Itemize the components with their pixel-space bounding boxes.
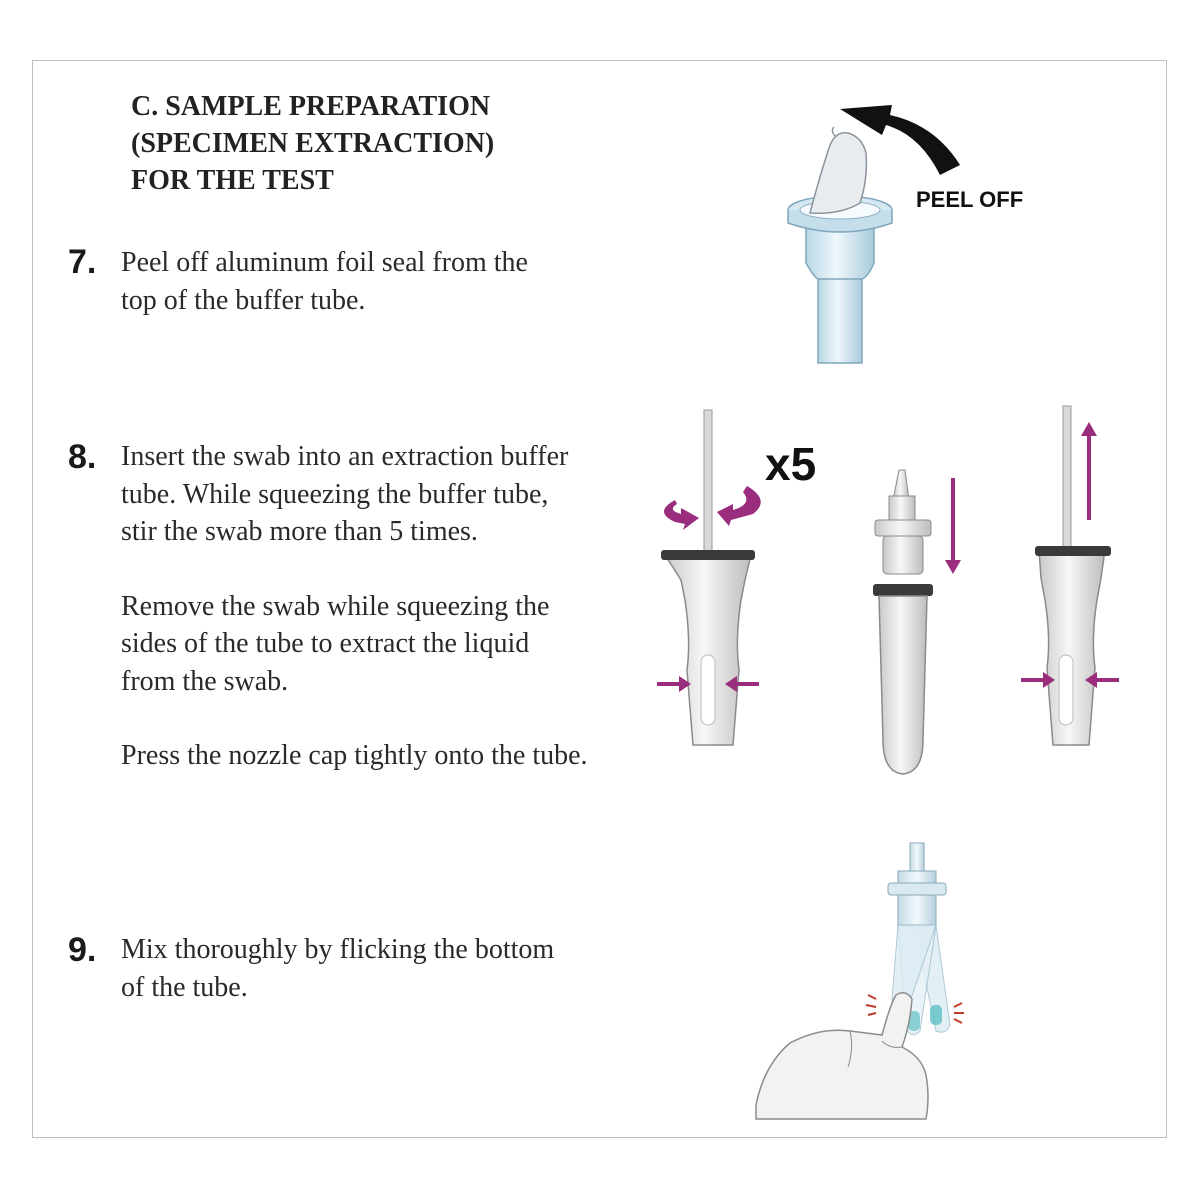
- title-line: (SPECIMEN EXTRACTION): [131, 128, 495, 159]
- stir-tube: [657, 410, 761, 745]
- title-line: FOR THE TEST: [131, 165, 334, 196]
- peel-off-label: PEEL OFF: [916, 187, 1024, 212]
- text-line: sides of the tube to extract the liquid: [121, 628, 530, 659]
- flick-tube-illustration: [750, 835, 1010, 1120]
- hand: [756, 993, 928, 1119]
- step-8-text: [121, 438, 588, 775]
- step-9-number: 9.: [68, 931, 97, 969]
- up-arrow-icon: [1081, 422, 1097, 520]
- step-7-text: [121, 244, 528, 319]
- text-line: Press the nozzle cap tightly onto the tube.: [121, 740, 588, 771]
- text-line: Peel off aluminum foil seal from the: [121, 247, 528, 278]
- text-line: Insert the swab into an extraction buffer: [121, 441, 569, 472]
- text-line: Remove the swab while squeezing the: [121, 590, 550, 622]
- step-paragraph: [121, 588, 588, 701]
- rotate-arrows-icon: [664, 500, 699, 530]
- step-paragraph: [121, 931, 554, 1006]
- text-line: Mix thoroughly by flicking the bottom: [121, 934, 555, 965]
- title-line: C. SAMPLE PREPARATION: [131, 91, 491, 122]
- section-title: [131, 88, 651, 199]
- step-8-number: 8.: [68, 438, 97, 476]
- peel-off-illustration: [770, 95, 1060, 370]
- text-line: of the tube.: [121, 971, 248, 1003]
- extraction-steps-illustration: [635, 400, 1145, 785]
- cap-and-tube: [873, 470, 961, 774]
- remove-tube: [1021, 406, 1119, 745]
- step-paragraph: [121, 737, 588, 775]
- text-line: top of the buffer tube.: [121, 284, 366, 316]
- stir-count-label: x5: [765, 438, 817, 490]
- step-7-number: 7.: [68, 243, 97, 281]
- text-line: from the swab.: [121, 665, 289, 697]
- step-paragraph: [121, 244, 528, 319]
- step-paragraph: [121, 438, 588, 551]
- step-9-text: [121, 931, 554, 1006]
- text-line: stir the swab more than 5 times.: [121, 516, 478, 547]
- text-line: tube. While squeezing the buffer tube,: [121, 478, 549, 510]
- foil-seal: [810, 133, 866, 214]
- down-arrow-icon: [945, 478, 961, 574]
